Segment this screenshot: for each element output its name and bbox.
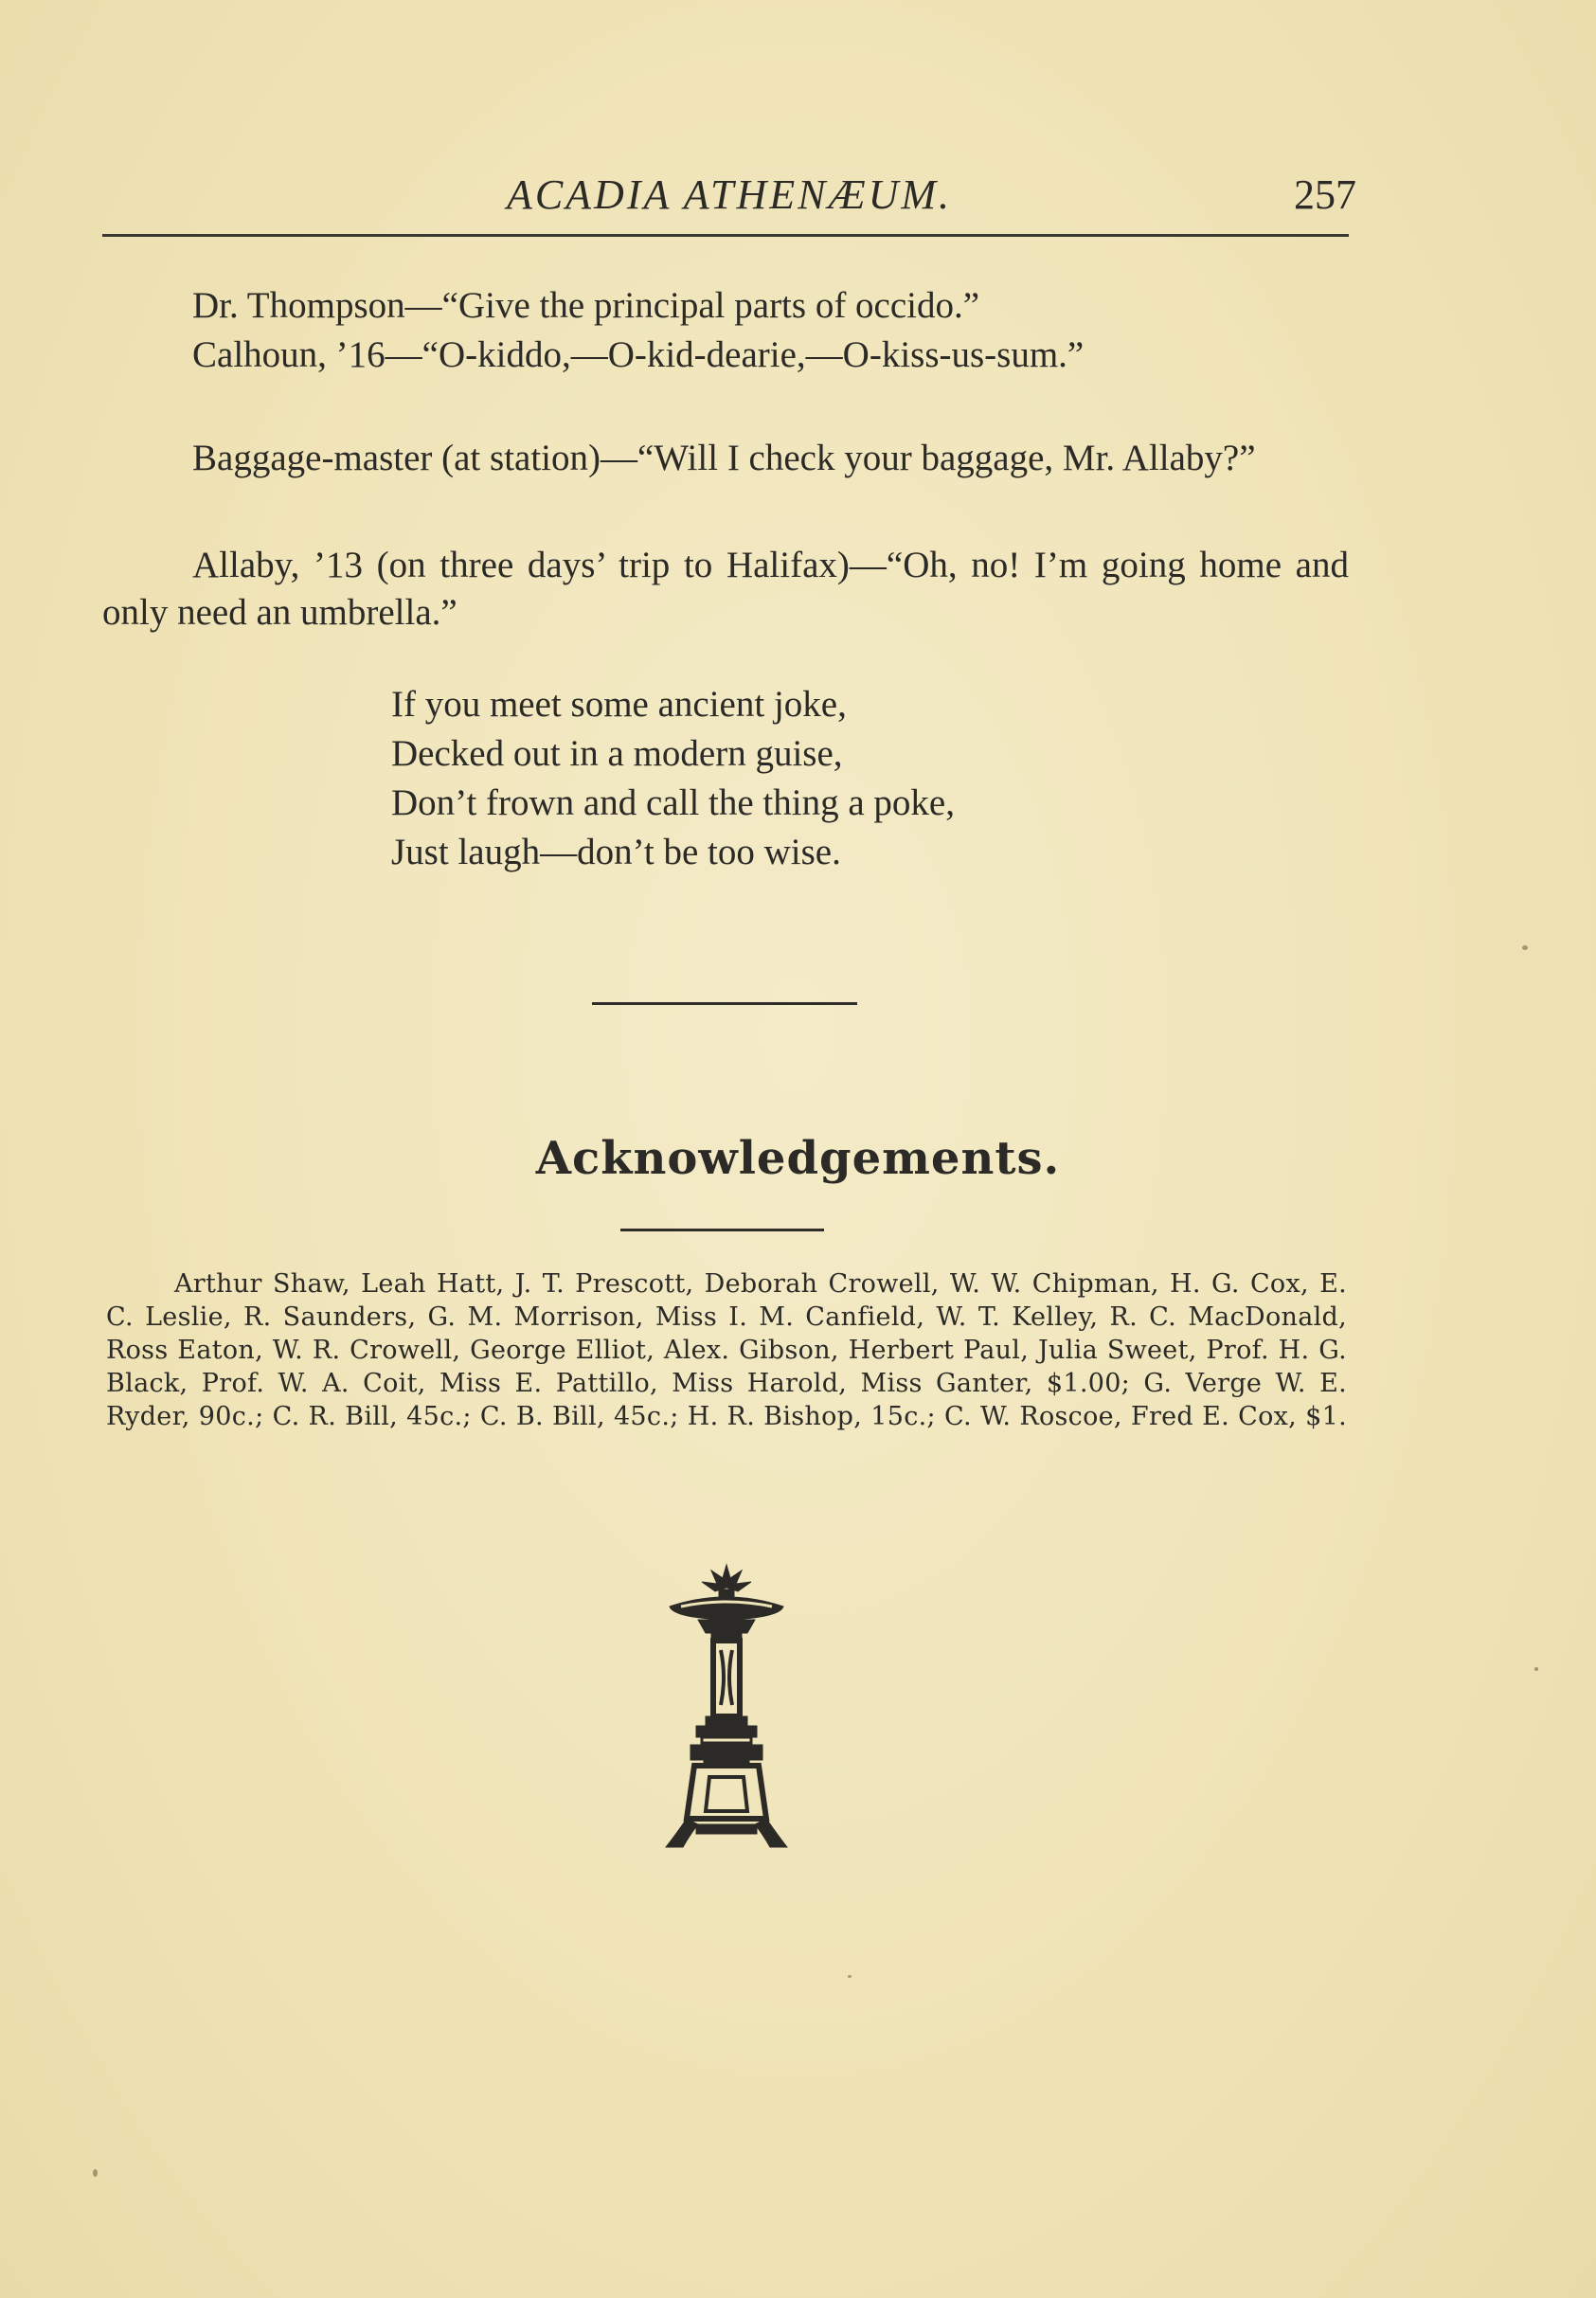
paper-speck	[1522, 945, 1528, 950]
section-divider	[592, 1002, 857, 1005]
verse-line: If you meet some ancient joke,	[391, 684, 847, 725]
dialogue-line-thompson: Dr. Thompson—“Give the principal parts of occido.”	[192, 285, 980, 326]
page-number: 257	[1294, 171, 1356, 218]
acknowledgements-list: Arthur Shaw, Leah Hatt, J. T. Prescott, Deborah Crowell, W. W. Chipman, H. G. Cox, E. C. Leslie, R. Saunders, G. M. Morrison, Miss I. M. Canfield, W. T. Kelley, R. C. MacDonald, Ross Eaton, W. R. Crowell, George Elliot, Alex. Gibson, Herbert Paul, Julia Sweet, Prof. H. G. Black, Prof. W. A. Coit, Miss E. Pattillo, Miss Harold, Miss Ganter, $1.00; G. Verge W. E. Ryder, 90c.; C. R. Bill, 45c.; C. B. Bill, 45c.; H. R. Bishop, 15c.; C. W. Roscoe, Fred E. Cox, $1.	[106, 1269, 1347, 1431]
paper-speck	[93, 2169, 98, 2177]
page-header	[102, 171, 1356, 227]
verse-line: Just laugh—don’t be too wise.	[391, 832, 841, 872]
lamp-pedestal-ornament-icon	[658, 1563, 795, 1857]
anecdote-allaby: Allaby, ’13 (on three days’ trip to Halifax)—“Oh, no! I’m going home and only need an umbrella.”	[102, 545, 1349, 633]
acknowledgements-heading: Acknowledgements.	[535, 1132, 1061, 1185]
running-title: ACADIA ATHENÆUM.	[506, 171, 953, 218]
verse	[391, 680, 955, 877]
paper-speck	[1534, 1667, 1538, 1671]
dialogue-line-calhoun: Calhoun, ’16—“O-kiddo,—O-kid-dearie,—O-kiss-us-sum.”	[192, 334, 1085, 375]
header-rule	[102, 234, 1349, 237]
paper-speck	[848, 1975, 852, 1978]
anecdote-baggage-master: Baggage-master (at station)—“Will I check your baggage, Mr. Allaby?”	[192, 438, 1256, 478]
verse-line: Don’t frown and call the thing a poke,	[391, 782, 955, 823]
verse-line: Decked out in a modern guise,	[391, 733, 843, 774]
heading-underline	[620, 1229, 824, 1231]
